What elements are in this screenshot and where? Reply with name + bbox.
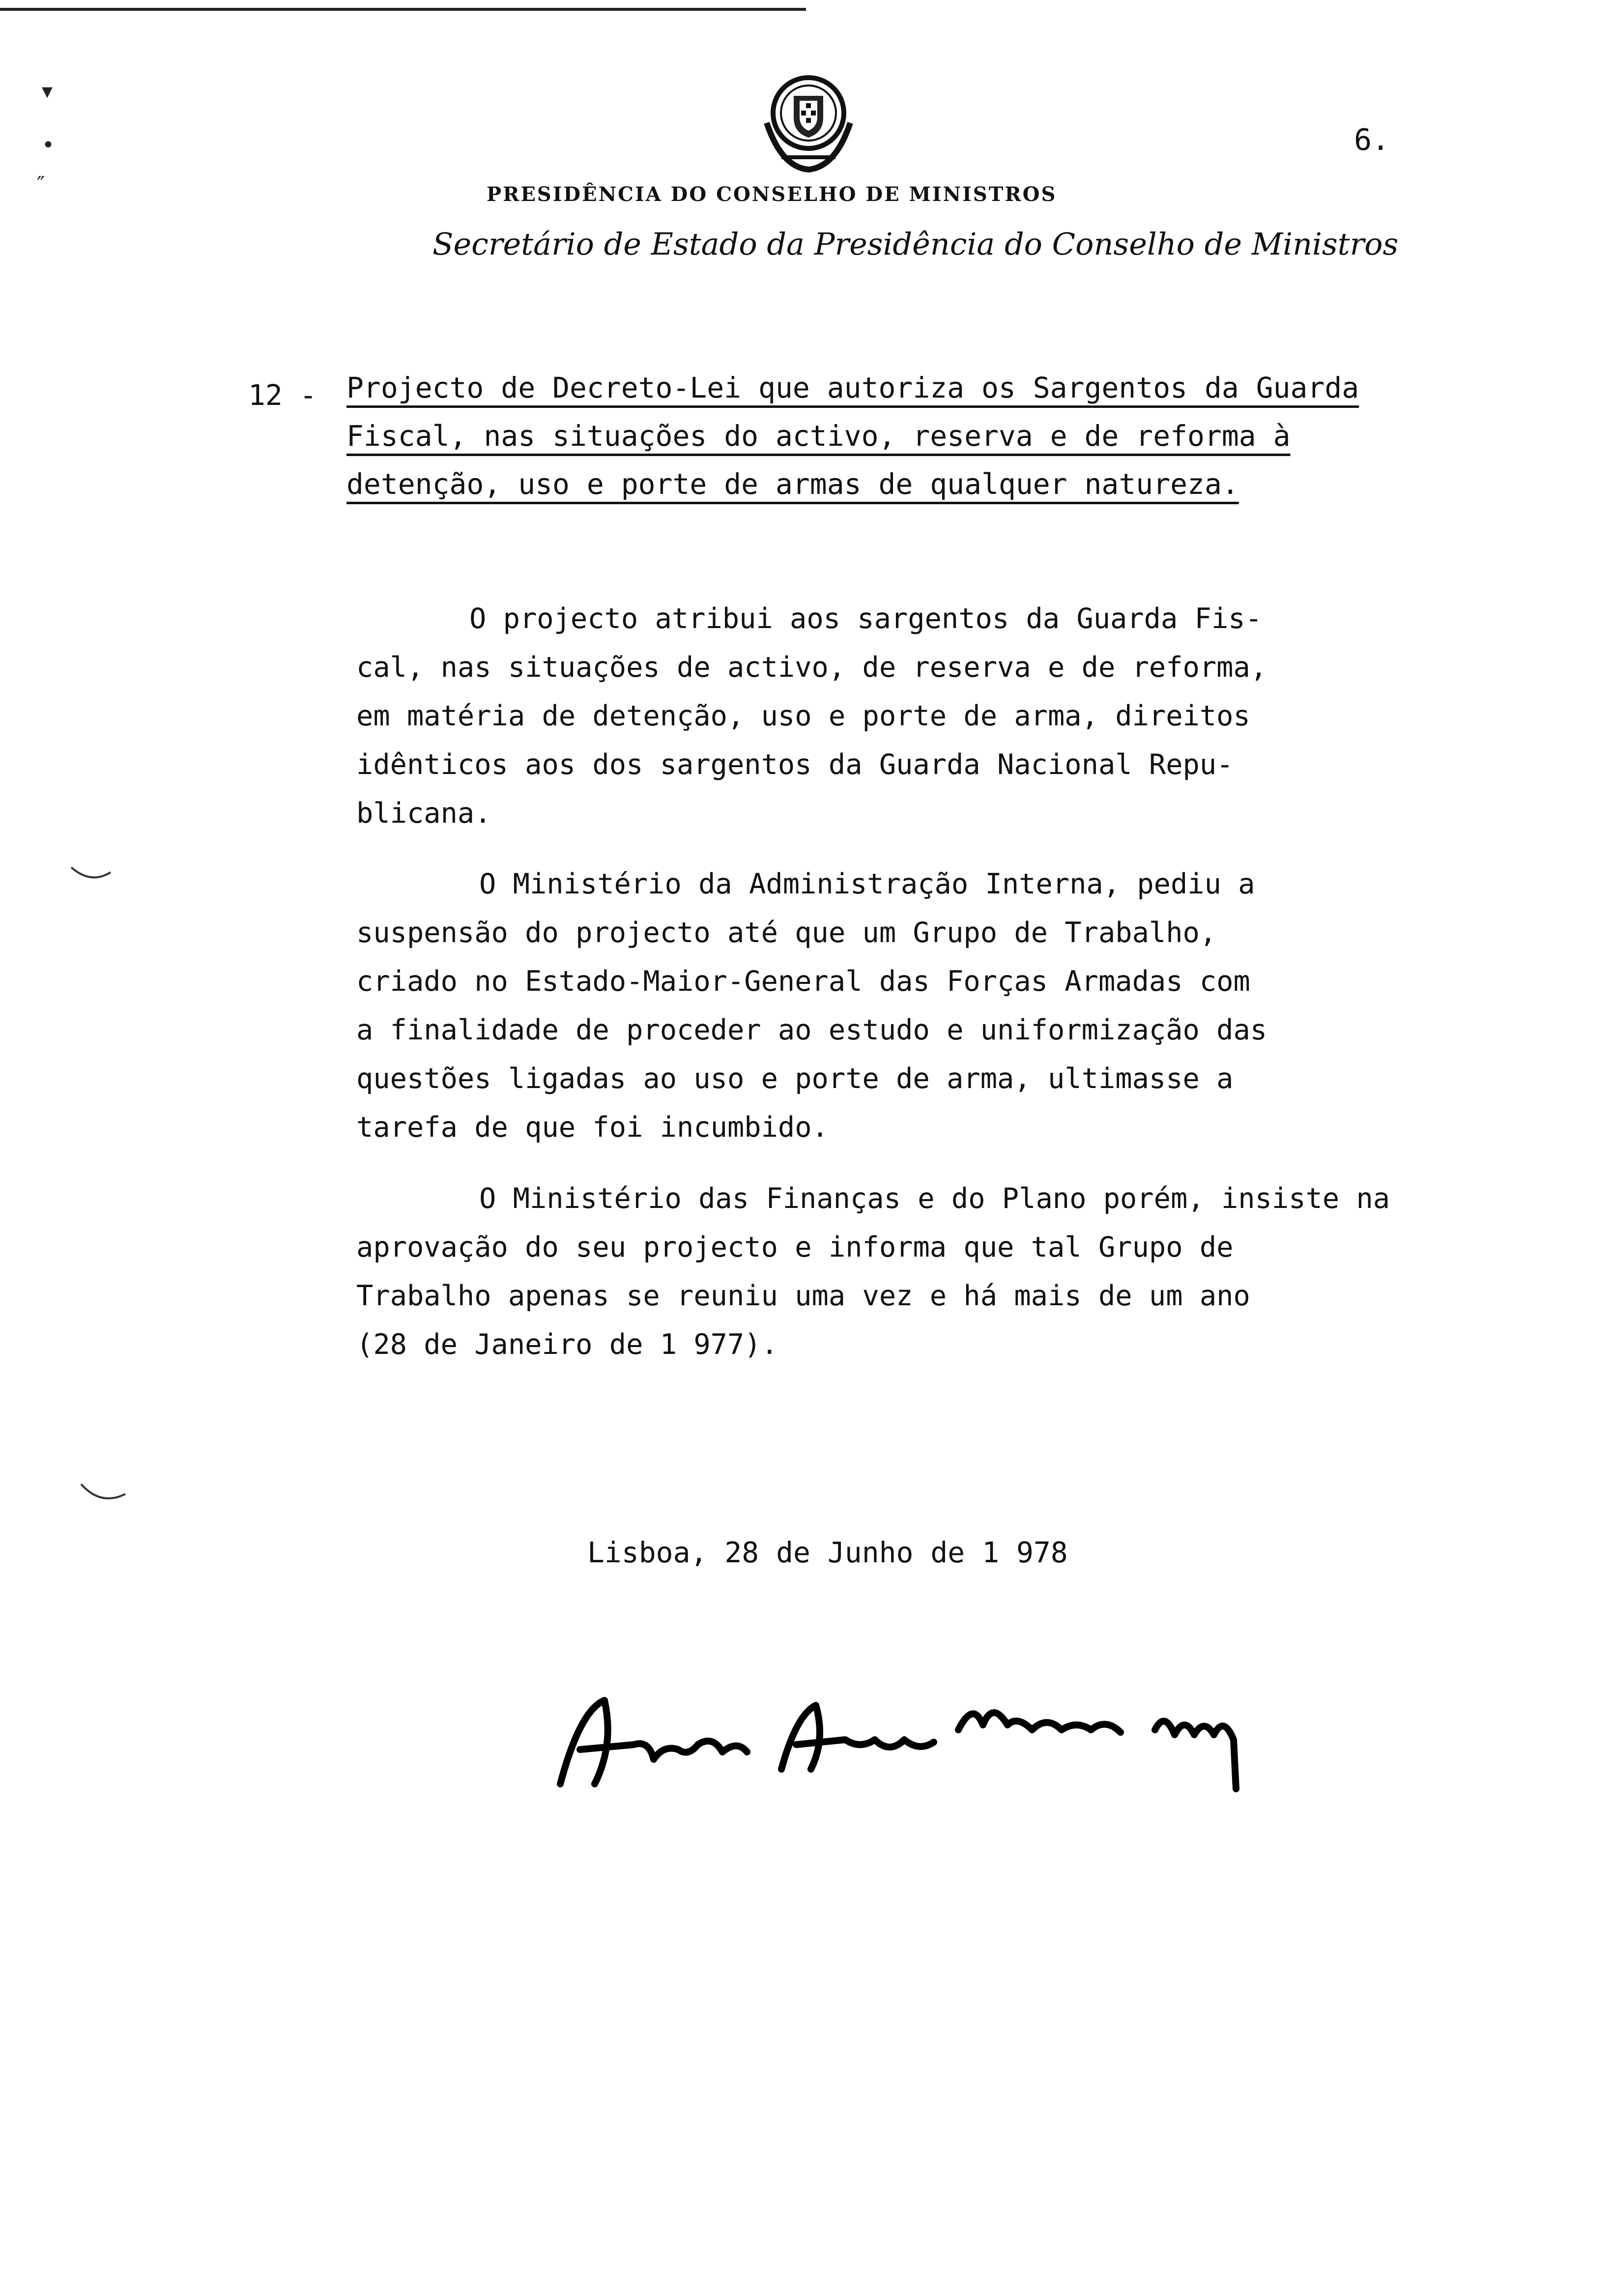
signature <box>550 1671 1347 1818</box>
item-title: Projecto de Decreto-Lei que autoriza os Sargentos da Guarda Fiscal, nas situações do activo, reserva e de reforma à detenção, uso e porte de armas de qualquer natureza. <box>346 371 1359 501</box>
item-number: 12 - <box>248 378 317 412</box>
margin-mark <box>69 865 113 885</box>
margin-mark: ▾ <box>42 79 53 104</box>
top-rule <box>0 8 806 11</box>
institution-title: PRESIDÊNCIA DO CONSELHO DE MINISTROS <box>487 183 1057 206</box>
margin-mark: ″ <box>37 172 45 197</box>
margin-mark <box>79 1479 128 1504</box>
paragraph: O projecto atribui aos sargentos da Guarda Fis- cal, nas situações de activo, de reserva e de reforma, em matéria de detenção, uso e porte de arma, direitos idênticos aos dos sargentos da Guarda Nacional Repu- blicana. <box>356 603 1267 830</box>
page-number: 6. <box>1354 123 1390 157</box>
margin-mark: • <box>42 133 55 158</box>
paragraph: O Ministério das Finanças e do Plano porém, insiste na aprovação do seu projecto e informa que tal Grupo de Trabalho apenas se reuniu uma vez e há mais de um ano (28 de Janeiro de 1 977). <box>356 1182 1390 1361</box>
paragraph: O Ministério da Administração Interna, pediu a suspensão do projecto até que um Grupo de Trabalho, criado no Estado-Maior-General das Forças Armadas com a finalidade de proceder ao estudo e uniformização das questões ligadas ao uso e porte de arma, ultimasse a tarefa de que foi incumbido. <box>356 868 1267 1144</box>
office-subtitle: Secretário de Estado da Presidência do Conselho de Ministros <box>432 226 1399 262</box>
coat-of-arms-icon <box>752 64 865 177</box>
place-date: Lisboa, 28 de Junho de 1 978 <box>587 1536 1068 1569</box>
